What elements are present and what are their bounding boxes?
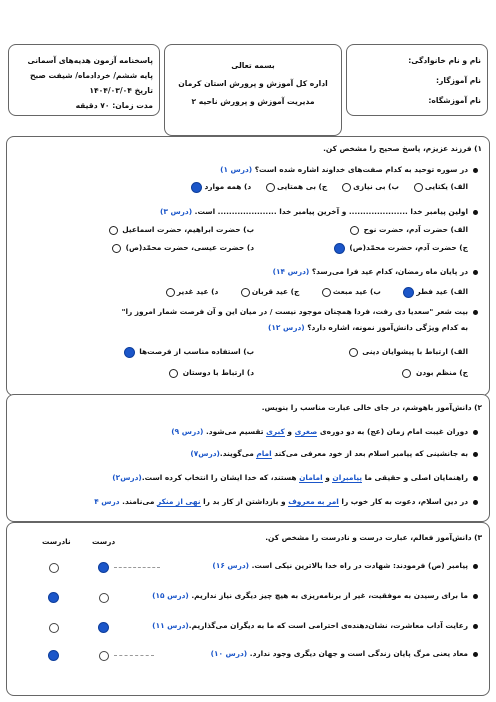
lesson-ref: (درس ۹) bbox=[171, 427, 204, 436]
bullet bbox=[473, 652, 478, 657]
dotted-leader bbox=[114, 655, 154, 656]
selected-answer-mark[interactable] bbox=[403, 287, 414, 298]
option-radio[interactable] bbox=[342, 183, 351, 192]
q3-item3: رعایت آداب معاشرت، نشان‌دهنده‌ی احترامی است که ما به دیگران می‌گذاریم.(درس ۱۱) bbox=[152, 621, 468, 630]
q3-title: ۳) دانش‌آموز فعالم، عبارت درست و نادرست را مشخص کن. bbox=[265, 533, 482, 542]
q3-item4: معاد یعنی مرگ پایان زندگی است و جهان دیگری وجود ندارد. (درس ۱۰) bbox=[210, 649, 468, 658]
lesson-ref: (درس ۱۱) bbox=[152, 621, 189, 630]
q1-item4-stem2: به کدام ویژگی دانش‌آموز نمونه، اشاره دارد؟ (درس ۱۲) bbox=[268, 323, 468, 332]
filled-answer: امامان bbox=[299, 473, 323, 482]
q2-item2: به جانشینی که پیامبر اسلام بعد از خود معرفی می‌کند امام می‌گویند.(درس۷) bbox=[190, 449, 468, 458]
header-office: اداره کل آموزش و پرورش استان کرمان bbox=[178, 79, 328, 88]
dotted-leader bbox=[114, 567, 160, 568]
bullet bbox=[473, 500, 478, 505]
q3-item2: ما برای رسیدن به موفقیت، غیر از برنامه‌ریزی به هیچ چیز دیگری نیاز نداریم. (درس ۱۵) bbox=[152, 591, 468, 600]
header-center-box bbox=[164, 44, 342, 136]
bullet bbox=[473, 310, 478, 315]
q1-item2-opt-c: ج) حضرت آدم، حضرت محمّد(ص) bbox=[332, 242, 468, 254]
filled-answer: کبری bbox=[266, 427, 285, 436]
lesson-ref: (درس۲) bbox=[112, 473, 142, 482]
bullet bbox=[473, 594, 478, 599]
header-basmala: بسمه تعالی bbox=[231, 61, 275, 70]
option-radio[interactable] bbox=[402, 369, 411, 378]
q1-item4-opt-a: الف) ارتباط با پیشوایان دینی bbox=[347, 346, 468, 358]
q3-item1: پیامبر (ص) فرمودند: شهادت در راه خدا بالاترین نیکی است. (درس ۱۶) bbox=[212, 561, 468, 570]
bullet bbox=[473, 430, 478, 435]
selected-answer-mark[interactable] bbox=[334, 243, 345, 254]
bullet bbox=[473, 476, 478, 481]
q1-item3-stem: در پایان ماه رمضان، کدام عید فرا می‌رسد؟ (درس ۱۴) bbox=[272, 267, 468, 276]
option-radio[interactable] bbox=[349, 348, 358, 357]
school-name-label: نام آموزشگاه: bbox=[428, 96, 481, 105]
teacher-name-label: نام آموزگار: bbox=[435, 76, 481, 85]
header-exam-title: پاسخنامه آزمون هدیه‌های آسمانی bbox=[27, 56, 153, 65]
bullet bbox=[473, 168, 478, 173]
question-3-box bbox=[6, 522, 490, 696]
filled-answer: نهی از منکر bbox=[157, 497, 201, 506]
bullet bbox=[473, 452, 478, 457]
header-info-box bbox=[8, 44, 160, 116]
selected-answer-mark[interactable] bbox=[191, 182, 202, 193]
column-false-header: نادرست bbox=[42, 537, 71, 546]
q2-item4: در دین اسلام، دعوت به کار خوب را امر به معروف و بازداشتن از کار بد را نهی از منکر می‌نامند. درس ۴ bbox=[94, 497, 468, 506]
lesson-ref: (درس ۱) bbox=[220, 165, 253, 174]
q1-item2-stem: اولین پیامبر خدا ..................... و آخرین پیامبر خدا ..................... است. (درس ۳) bbox=[159, 207, 468, 216]
q1-item3-options: الف) عید فطر ب) عید مبعث ج) عید قربان د) عید غدیر bbox=[164, 286, 468, 298]
option-radio[interactable] bbox=[414, 183, 423, 192]
lesson-ref: (درس ۱۰) bbox=[210, 649, 248, 658]
header-student-box bbox=[346, 44, 488, 116]
q2-item3: راهنمایان اصلی و حقیقی ما پیامبران و امامان هستند، که خدا ایشان را انتخاب کرده است.(درس۲) bbox=[112, 473, 468, 482]
lesson-ref: (درس۷) bbox=[190, 449, 220, 458]
true-option-circle[interactable] bbox=[99, 651, 109, 661]
q1-item2-opt-a: الف) حضرت آدم، حضرت نوح bbox=[348, 224, 468, 236]
header-district: مدیریت آموزش و پرورش ناحیه ۲ bbox=[191, 97, 315, 106]
false-answer-mark[interactable] bbox=[48, 650, 59, 661]
q1-item1-options: الف) یکتایی ب) بی نیازی ج) بی همتایی د) همه موارد bbox=[189, 181, 468, 193]
option-radio[interactable] bbox=[166, 288, 175, 297]
bullet bbox=[473, 270, 478, 275]
option-radio[interactable] bbox=[169, 369, 178, 378]
option-radio[interactable] bbox=[109, 226, 118, 235]
q1-item2-opt-d: د) حضرت عیسی، حضرت محمّد(ص) bbox=[110, 242, 254, 254]
bullet bbox=[473, 564, 478, 569]
false-option-circle[interactable] bbox=[49, 623, 59, 633]
option-radio[interactable] bbox=[322, 288, 331, 297]
false-option-circle[interactable] bbox=[49, 563, 59, 573]
q2-title: ۲) دانش‌آموز باهوشم، در جای خالی عبارت مناسب را بنویس. bbox=[261, 403, 482, 412]
lesson-ref: (درس ۱۶) bbox=[212, 561, 250, 570]
bullet bbox=[473, 624, 478, 629]
student-name-label: نام و نام خانوادگی: bbox=[408, 56, 481, 65]
lesson-ref: (درس ۱۵) bbox=[152, 591, 189, 600]
header-date: تاریخ ۱۴۰۴/۰۳/۰۴ bbox=[89, 86, 153, 95]
filled-answer: پیامبران bbox=[332, 473, 363, 482]
q1-item2-opt-b: ب) حضرت ابراهیم، حضرت اسماعیل bbox=[107, 224, 254, 236]
true-answer-mark[interactable] bbox=[98, 562, 109, 573]
exam-answer-sheet bbox=[4, 6, 490, 700]
q1-item4-opt-d: د) ارتباط با دوستان bbox=[167, 367, 254, 379]
q1-item4-opt-c: ج) منظم بودن bbox=[400, 367, 468, 379]
lesson-ref: (درس ۱۴) bbox=[272, 267, 310, 276]
option-radio[interactable] bbox=[112, 244, 121, 253]
bullet bbox=[473, 210, 478, 215]
option-radio[interactable] bbox=[350, 226, 359, 235]
lesson-ref: (درس ۳) bbox=[159, 207, 193, 216]
lesson-ref: درس ۴ bbox=[94, 497, 120, 506]
option-radio[interactable] bbox=[241, 288, 250, 297]
q2-item1: دوران غیبت امام زمان (عج) به دو دوره‌ی صغری و کبری تقسیم می‌شود. (درس ۹) bbox=[171, 427, 468, 436]
column-true-header: درست bbox=[92, 537, 116, 546]
q1-item4-opt-b: ب) استفاده مناسب از فرصت‌ها bbox=[122, 346, 254, 358]
header-grade-line: پایه ششم/ خردادماه/ شیفت صبح bbox=[29, 71, 153, 80]
filled-answer: صغری bbox=[294, 427, 318, 436]
filled-answer: امام bbox=[256, 449, 272, 458]
header-duration: مدت زمان: ۷۰ دقیقه bbox=[75, 101, 153, 110]
selected-answer-mark[interactable] bbox=[124, 347, 135, 358]
false-answer-mark[interactable] bbox=[48, 592, 59, 603]
option-radio[interactable] bbox=[266, 183, 275, 192]
lesson-ref: (درس ۱۲) bbox=[268, 323, 305, 332]
filled-answer: امر به معروف bbox=[288, 497, 339, 506]
q1-title: ۱) فرزند عزیزم، پاسخ صحیح را مشخص کن. bbox=[323, 144, 482, 153]
true-answer-mark[interactable] bbox=[98, 622, 109, 633]
true-option-circle[interactable] bbox=[99, 593, 109, 603]
q1-item1-stem: در سوره توحید به کدام صفت‌های خداوند اشاره شده است؟ (درس ۱) bbox=[220, 165, 468, 174]
q1-item4-stem: بیت شعر "سعدیا دی رفت، فردا همچنان موجود نیست / در میان این و آن فرصت شمار امروز را" bbox=[121, 307, 468, 316]
